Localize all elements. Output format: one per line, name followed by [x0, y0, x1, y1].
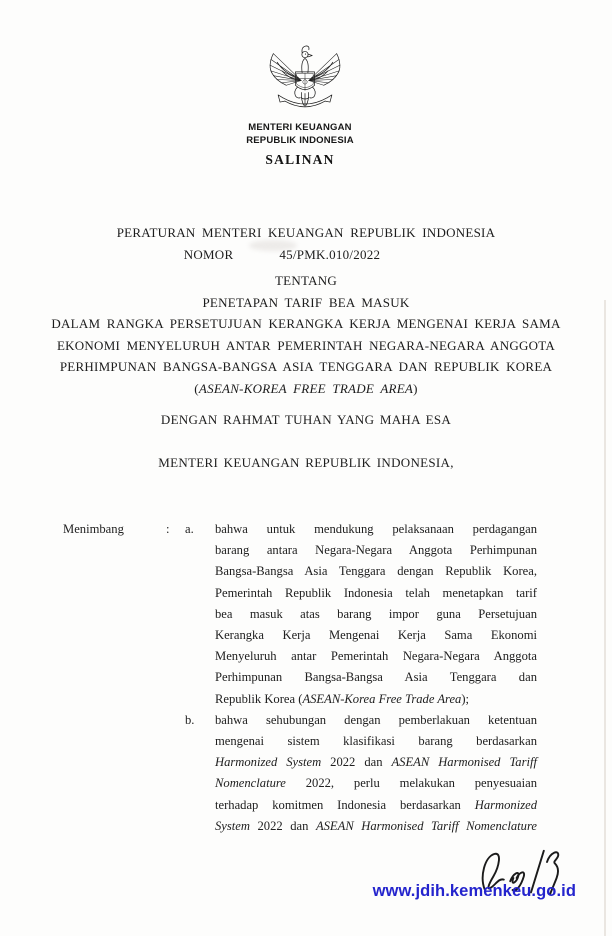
number-label: NOMOR [183, 246, 234, 262]
regulation-title-block [6, 222, 606, 399]
item-text [215, 710, 537, 837]
consideration-item-a [185, 519, 537, 710]
text-line: mengenai sistem klasifikasi barang berdasarkan [215, 734, 537, 749]
regulation-title: PERATURAN MENTERI KEUANGAN REPUBLIK INDONESIA [116, 225, 496, 240]
item-letter: a. [185, 522, 194, 536]
text-line: Menyeluruh antar Pemerintah Negara-Negara Anggota [215, 649, 537, 664]
authority-line: MENTERI KEUANGAN REPUBLIK INDONESIA, [158, 455, 454, 470]
subject-line-3: EKONOMI MENYELURUH ANTAR PEMERINTAH NEGARA-NEGARA ANGGOTA [56, 337, 556, 353]
text-line: Republik Korea (ASEAN-Korea Free Trade Area); [215, 691, 470, 706]
republic-name: REPUBLIK INDONESIA [246, 135, 354, 146]
invocation-line: DENGAN RAHMAT TUHAN YANG MAHA ESA [160, 412, 452, 427]
text-line: Pemerintah Republik Indonesia telah menetapkan tarif [215, 585, 537, 600]
text-line: Harmonized System 2022 dan ASEAN Harmonised Tariff [215, 755, 537, 770]
text-line: bahwa untuk mendukung pelaksanaan perdagangan [215, 522, 537, 536]
regulation-number-line [0, 244, 582, 266]
text-line: terhadap komitmen Indonesia berdasarkan Harmonized [215, 797, 537, 812]
garuda-pancasila-emblem [266, 44, 344, 116]
consideration-item-b [185, 710, 537, 837]
text-line: Nomenclature 2022, perlu melakukan penyesuaian [215, 776, 537, 791]
subject-line-1: PENETAPAN TARIF BEA MASUK [202, 294, 410, 310]
item-text [215, 519, 537, 710]
text-line: Kerangka Kerja Mengenai Kerja Sama Ekonomi [215, 628, 537, 643]
subject-line-4: PERHIMPUNAN BANGSA-BANGSA ASIA TENGGARA DAN REPUBLIK KOREA [59, 359, 553, 374]
jdih-site-link[interactable]: www.jdih.kemenkeu.go.id [372, 882, 576, 900]
considerations-section [63, 519, 537, 837]
item-letter: b. [185, 712, 195, 727]
ministry-name: MENTERI KEUANGAN [248, 122, 352, 133]
text-line: bea masuk atas barang impor guna Persetujuan [215, 606, 537, 621]
text-line: System 2022 dan ASEAN Harmonised Tariff Nomenclature [215, 818, 537, 833]
ministry-letterhead [0, 121, 600, 147]
subject-foreign-title: (ASEAN-KOREA FREE TRADE AREA) [194, 380, 418, 396]
text-line: Bangsa-Bangsa Asia Tenggara dengan Republik Korea, [215, 564, 537, 579]
copy-stamp-label: SALINAN [265, 152, 335, 167]
text-line: barang antara Negara-Negara Anggota Perhimpunan [215, 543, 537, 558]
text-line: bahwa sehubungan dengan pemberlakuan ketentuan [215, 712, 537, 727]
considerations-items [185, 519, 537, 837]
about-label: TENTANG [274, 273, 338, 288]
considerations-colon: : [166, 522, 170, 536]
number-value: 45/PMK.010/2022 [279, 246, 381, 262]
text-line: Perhimpunan Bangsa-Bangsa Asia Tenggara dan [215, 670, 537, 685]
subject-line-2: DALAM RANGKA PERSETUJUAN KERANGKA KERJA MENGENAI KERJA SAMA [51, 316, 561, 331]
considerations-label: Menimbang [63, 522, 124, 536]
